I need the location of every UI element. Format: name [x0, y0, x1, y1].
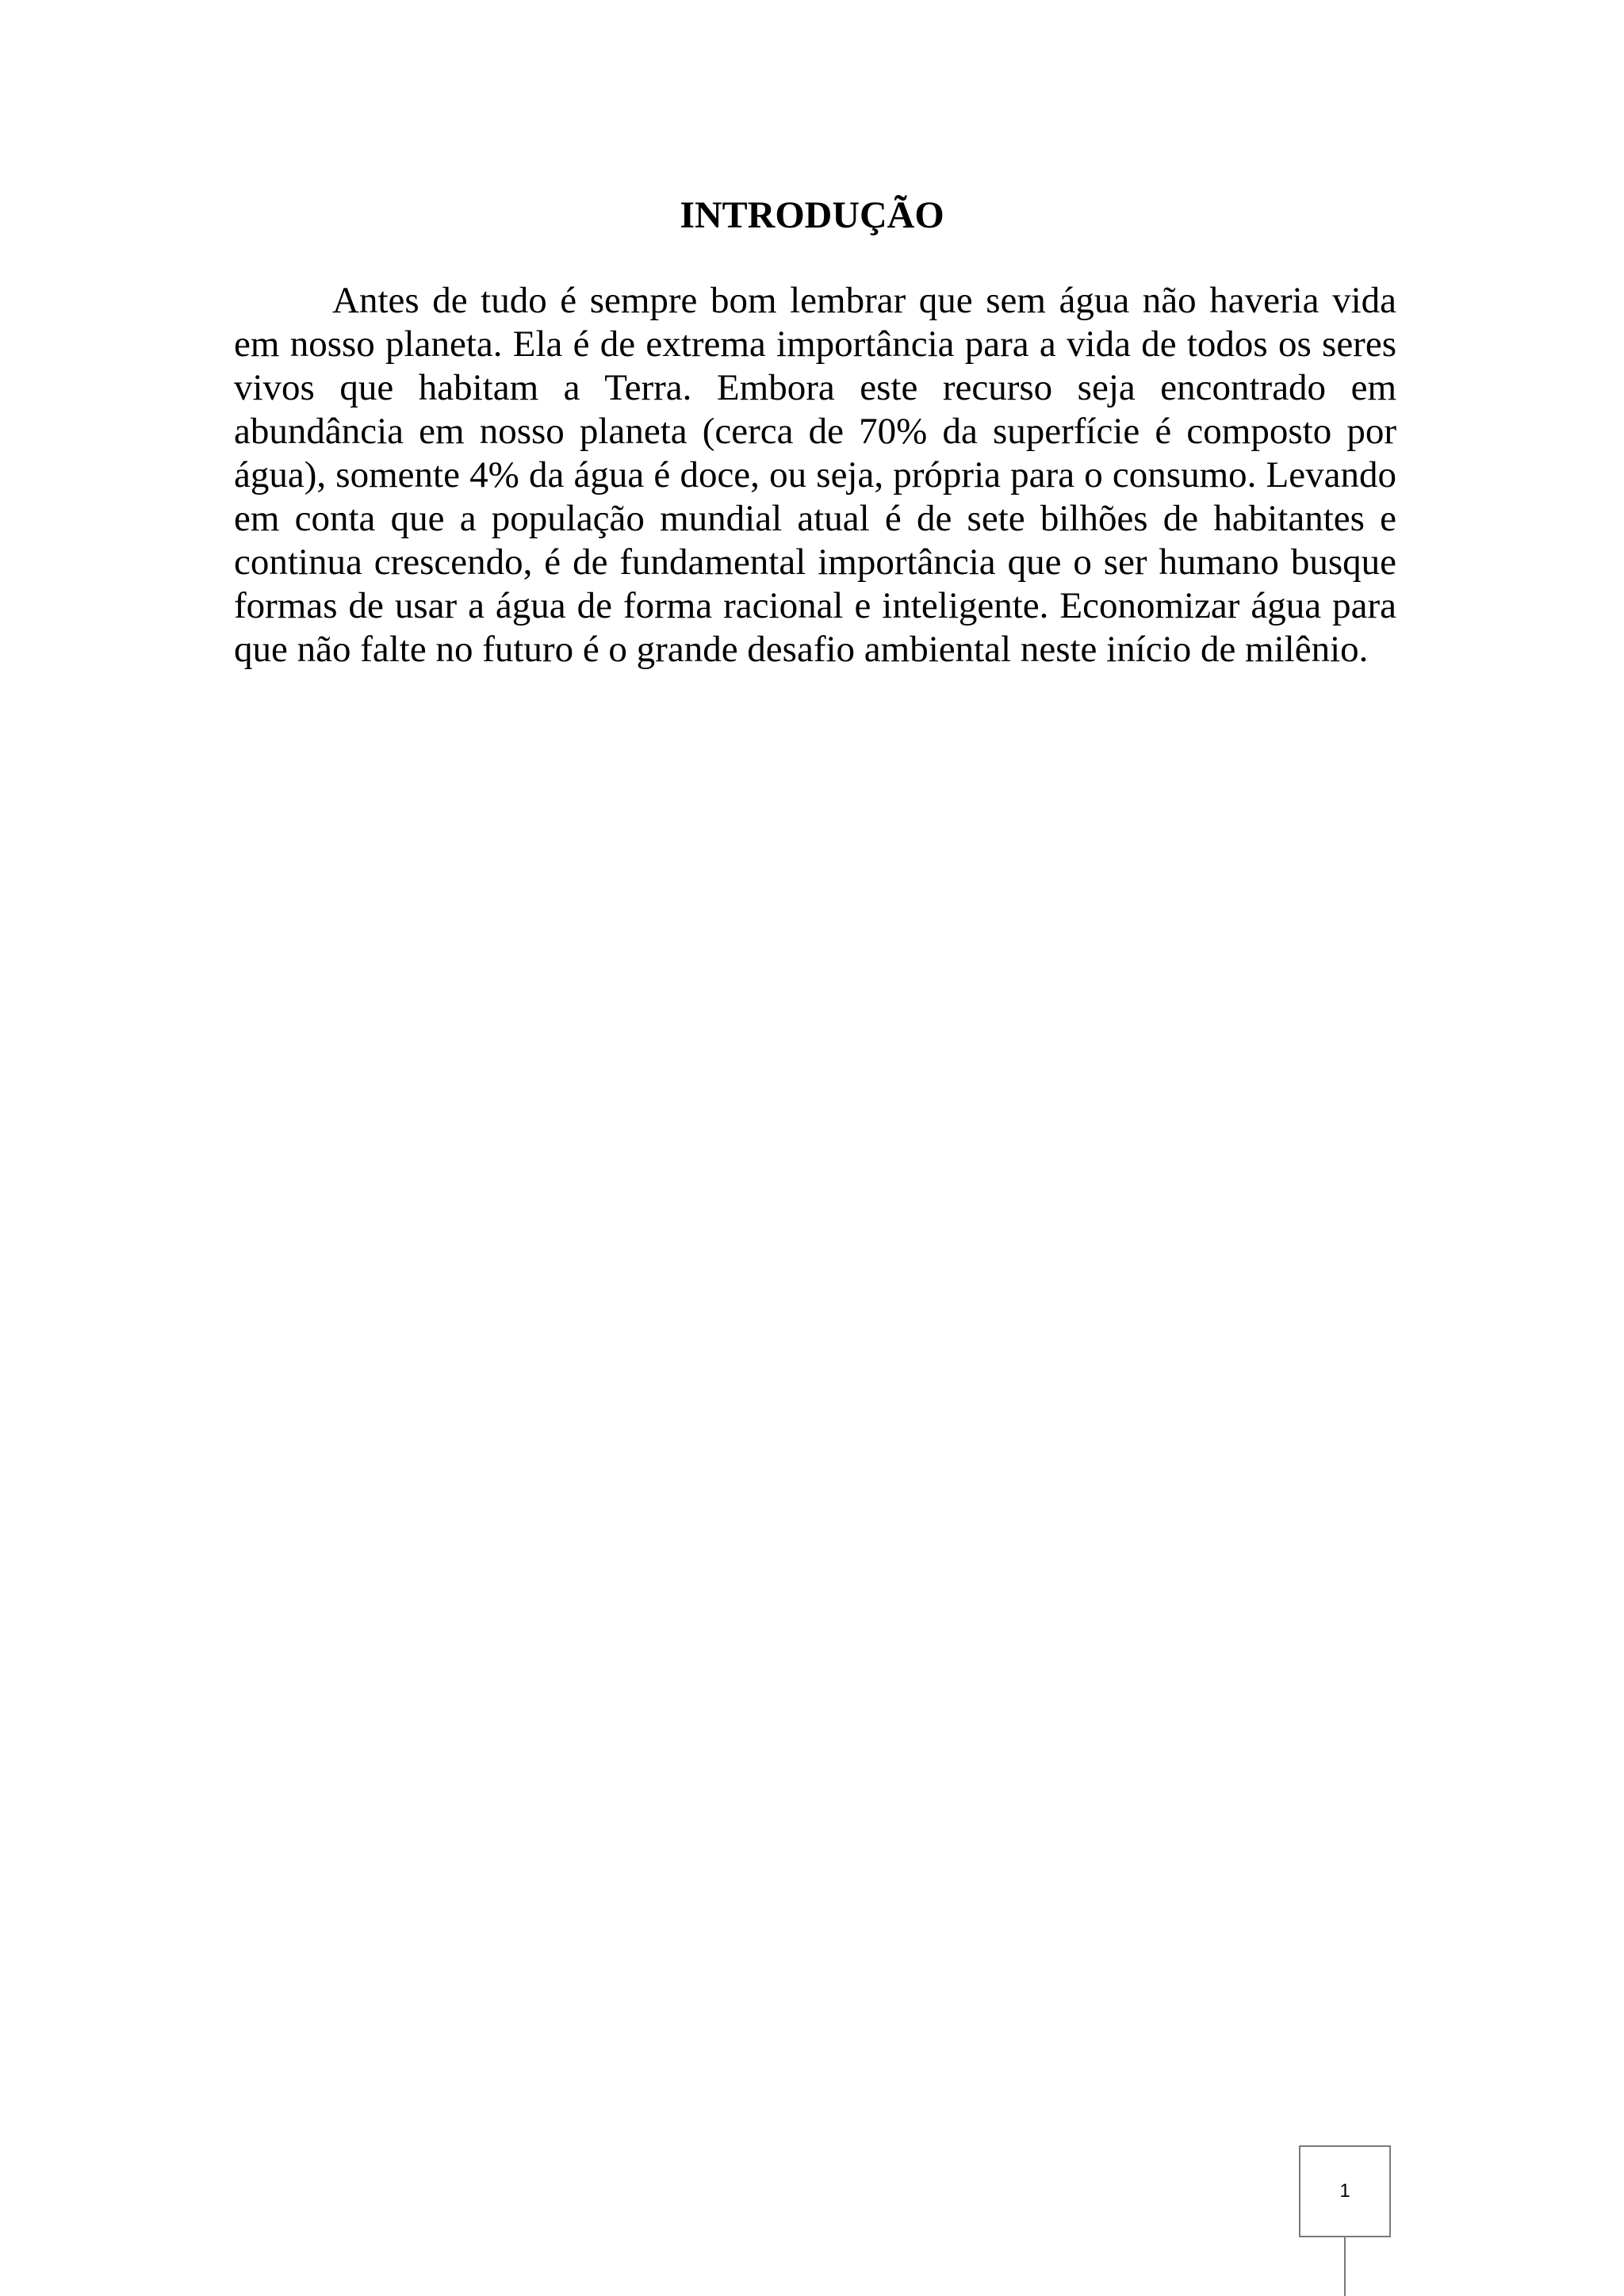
page-number-connector-line	[1344, 2237, 1346, 2296]
page-number-box	[1299, 2145, 1391, 2237]
intro-paragraph: Antes de tudo é sempre bom lembrar que sem água não haveria vida em nosso planeta. Ela é de extrema importância para a vida de todos os seres vivos que habitam a Terra. Embora este recurso seja encontrado em abundância em nosso planeta (cerca de 70% da superfície é composto por água), somente 4% da água é doce, ou seja, própria para o consumo. Levando em conta que a população mundial atual é de sete bilhões de habitantes e continua crescendo, é de fundamental importância que o ser humano busque formas de usar a água de forma racional e inteligente. Economizar água para que não falte no futuro é o grande desafio ambiental neste início de milênio.	[234, 280, 1396, 670]
page-title: INTRODUÇÃO	[680, 194, 944, 236]
page-number: 1	[1339, 2180, 1350, 2202]
